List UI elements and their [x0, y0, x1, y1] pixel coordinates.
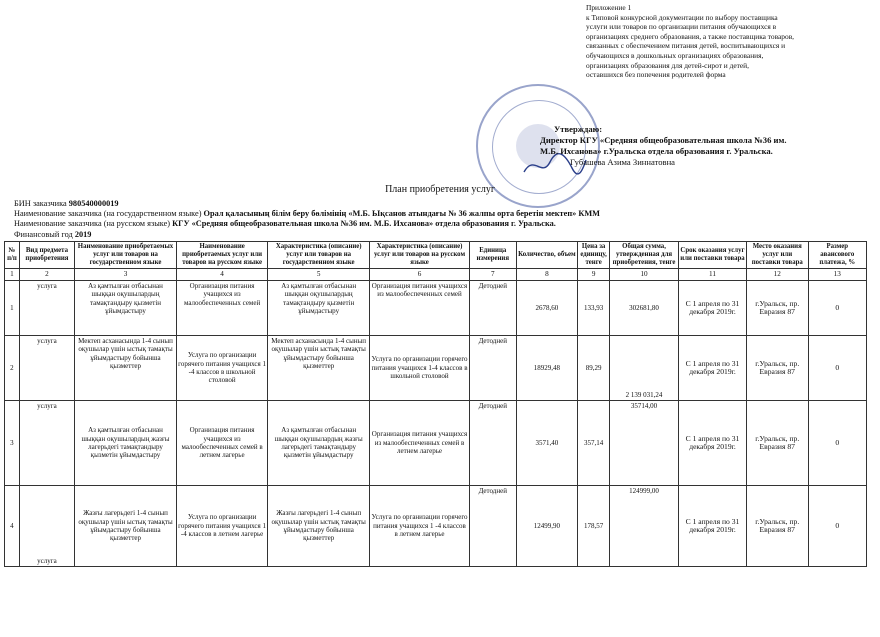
page-title: План приобретения услуг — [385, 184, 495, 195]
table-header-row — [5, 242, 867, 269]
approval-line: Директор КГУ «Средняя общеобразовательная школа №36 им. — [540, 135, 787, 145]
item-type: услуга — [19, 486, 74, 567]
advance: 0 — [808, 401, 866, 486]
item-type: услуга — [19, 281, 74, 336]
desc-ru: Услуга по организации горячего питания учащихся 1 -4 классов в летнем лагерье — [370, 486, 470, 567]
advance: 0 — [808, 281, 866, 336]
column-header: Характеристика (описание) услуг или товаров на государственном языке — [268, 242, 370, 269]
name-ru-label: Наименование заказчика (на русском языке) — [14, 219, 171, 229]
row-number: 2 — [5, 336, 20, 401]
desc-kz: Аз қамтылған отбасынан шыққан оқушылардың жазғы лагерьдегі тамақтандыру қызметін ұйымдастыру — [268, 401, 370, 486]
appendix-line: Приложение 1 — [586, 3, 632, 12]
column-header: Количество, объем — [516, 242, 578, 269]
approval-heading: Утверждаю: — [554, 124, 603, 134]
appendix-note — [586, 3, 866, 80]
column-number: 6 — [370, 269, 470, 281]
approval-line: М.Б. Ихсанова» г.Уральска отдела образования г. Уральска. — [540, 146, 773, 156]
unit-price: 133,93 — [578, 281, 610, 336]
appendix-line: оставшихся без попечения родителей форма — [586, 70, 726, 80]
column-number: 4 — [176, 269, 267, 281]
column-header: Наименование приобретаемых услуг или товаров на государственном языке — [75, 242, 177, 269]
column-header: Наименование приобретаемых услуг или товаров на русском языке — [176, 242, 267, 269]
column-number: 5 — [268, 269, 370, 281]
column-number: 7 — [469, 269, 516, 281]
year-line — [14, 230, 600, 240]
appendix-line: связанных с обеспечением питания детей, воспитывающихся и — [586, 41, 786, 51]
total-sum: 2 139 031,24 — [610, 336, 679, 401]
desc-kz: Мектеп асханасында 1-4 сынып оқушылар үшін ыстық тамақты ұйымдастыру бойынша қызметтер — [268, 336, 370, 401]
column-number: 12 — [746, 269, 808, 281]
unit: Детодней — [469, 281, 516, 336]
year-label: Финансовый год — [14, 229, 73, 239]
approver-name: Губашева Азима Зиннатовна — [570, 157, 675, 167]
total-sum: 124999,00 — [610, 486, 679, 567]
column-header: Вид предмета приобретения — [19, 242, 74, 269]
approval-block — [540, 124, 786, 168]
desc-ru: Организация питания учащихся из малообеспеченных семей — [370, 281, 470, 336]
row-number: 4 — [5, 486, 20, 567]
column-number: 11 — [679, 269, 747, 281]
item-type: услуга — [19, 401, 74, 486]
desc-kz: Жазғы лагерьдегі 1-4 сынып оқушылар үшін ыстық тамақты ұйымдастыру бойынша қызметтер — [268, 486, 370, 567]
name-kz: Аз қамтылған отбасынан шыққан оқушылардың жазғы лагерьдегі тамақтандыру қызметін ұйымдастыру — [75, 401, 177, 486]
appendix-line: услуги или товаров по организации питания обучающихся в — [586, 22, 777, 32]
place: г.Уральск, пр. Евразия 87 — [746, 486, 808, 567]
unit: Детодней — [469, 401, 516, 486]
table-row — [5, 401, 867, 486]
name-ru: Организация питания учащихся из малообеспеченных семей — [176, 281, 267, 336]
name-kz-value: Орал қаласының білім беру бөлімінің «М.Б. Ықсанов атындағы № 36 жалпы орта беретін мектеп» КММ — [203, 209, 600, 219]
term: С 1 апреля по 31 декабря 2019г. — [679, 401, 747, 486]
unit: Детодней — [469, 486, 516, 567]
total-sum: 302681,80 — [610, 281, 679, 336]
unit-price: 89,29 — [578, 336, 610, 401]
bin-value: 980540000019 — [68, 199, 119, 208]
name-kz-line — [14, 209, 600, 219]
bin-label: БИН заказчика — [14, 199, 67, 208]
unit-price: 357,14 — [578, 401, 610, 486]
name-ru-value: КГУ «Средняя общеобразовательная школа №36 им. М.Б. Ихсанова» отдела образования г. Уральска. — [172, 219, 556, 229]
quantity: 3571,40 — [516, 401, 578, 486]
term: С 1 апреля по 31 декабря 2019г. — [679, 486, 747, 567]
year-value: 2019 — [74, 229, 92, 239]
quantity: 12499,90 — [516, 486, 578, 567]
unit-price: 178,57 — [578, 486, 610, 567]
column-number: 8 — [516, 269, 578, 281]
bin-line — [14, 199, 600, 209]
column-header: Характеристика (описание) услуг или товаров на русском языке — [370, 242, 470, 269]
appendix-line: к Типовой конкурсной документации по выбору поставщика — [586, 12, 778, 22]
column-header: Общая сумма, утвержденная для приобретения, тенге — [610, 242, 679, 269]
column-header: Единица измерения — [469, 242, 516, 269]
name-ru-line — [14, 219, 600, 229]
column-header: Место оказания услуг или поставки товара — [746, 242, 808, 269]
place: г.Уральск, пр. Евразия 87 — [746, 336, 808, 401]
quantity: 18929,48 — [516, 336, 578, 401]
appendix-line: организациях среднего образования, а также поставщика товаров, — [586, 31, 795, 41]
desc-ru: Организация питания учащихся из малообеспеченных семей в летнем лагерье — [370, 401, 470, 486]
column-number: 2 — [19, 269, 74, 281]
total-sum: 35714,00 — [610, 401, 679, 486]
desc-kz: Аз қамтылған отбасынан шыққан оқушылардың тамақтандыру қызметін ұйымдастыру — [268, 281, 370, 336]
column-number-row — [5, 269, 867, 281]
column-number: 10 — [610, 269, 679, 281]
place: г.Уральск, пр. Евразия 87 — [746, 401, 808, 486]
name-ru: Услуга по организации горячего питания учащихся 1 -4 классов в школьной столовой — [176, 336, 267, 401]
column-number: 9 — [578, 269, 610, 281]
column-header: Размер авансового платежа, % — [808, 242, 866, 269]
column-number: 3 — [75, 269, 177, 281]
column-header: Цена за единицу, тенге — [578, 242, 610, 269]
procurement-table — [4, 241, 867, 567]
name-ru: Услуга по организации горячего питания учащихся 1 -4 классов в летнем лагерье — [176, 486, 267, 567]
name-kz-label: Наименование заказчика (на государственном языке) — [14, 209, 202, 219]
table-row — [5, 281, 867, 336]
desc-ru: Услуга по организации горячего питания учащихся 1-4 классов в школьной столовой — [370, 336, 470, 401]
table-row — [5, 336, 867, 401]
name-ru: Организация питания учащихся из малообеспеченных семей в летнем лагерье — [176, 401, 267, 486]
item-type: услуга — [19, 336, 74, 401]
unit: Детодней — [469, 336, 516, 401]
quantity: 2678,60 — [516, 281, 578, 336]
row-number: 1 — [5, 281, 20, 336]
advance: 0 — [808, 486, 866, 567]
column-header: Срок оказания услуг или поставки товара — [679, 242, 747, 269]
name-kz: Жазғы лагерьдегі 1-4 сынып оқушылар үшін ыстық тамақты ұйымдастыру бойынша қызметтер — [75, 486, 177, 567]
table-row — [5, 486, 867, 567]
name-kz: Аз қамтылған отбасынан шыққан оқушылардың тамақтандыру қызметін ұйымдастыру — [75, 281, 177, 336]
column-number: 13 — [808, 269, 866, 281]
column-number: 1 — [5, 269, 20, 281]
customer-info — [14, 199, 600, 240]
term: С 1 апреля по 31 декабря 2019г. — [679, 336, 747, 401]
column-header: № п/п — [5, 242, 20, 269]
appendix-line: организациях образования для детей-сирот и детей, — [586, 60, 749, 70]
advance: 0 — [808, 336, 866, 401]
place: г.Уральск, пр. Евразия 87 — [746, 281, 808, 336]
name-kz: Мектеп асханасында 1-4 сынып оқушылар үшін ыстық тамақты ұйымдастыру бойынша қызметтер — [75, 336, 177, 401]
term: С 1 апреля по 31 декабря 2019г. — [679, 281, 747, 336]
row-number: 3 — [5, 401, 20, 486]
appendix-line: обучающихся в дошкольных организациях образования, — [586, 50, 764, 60]
